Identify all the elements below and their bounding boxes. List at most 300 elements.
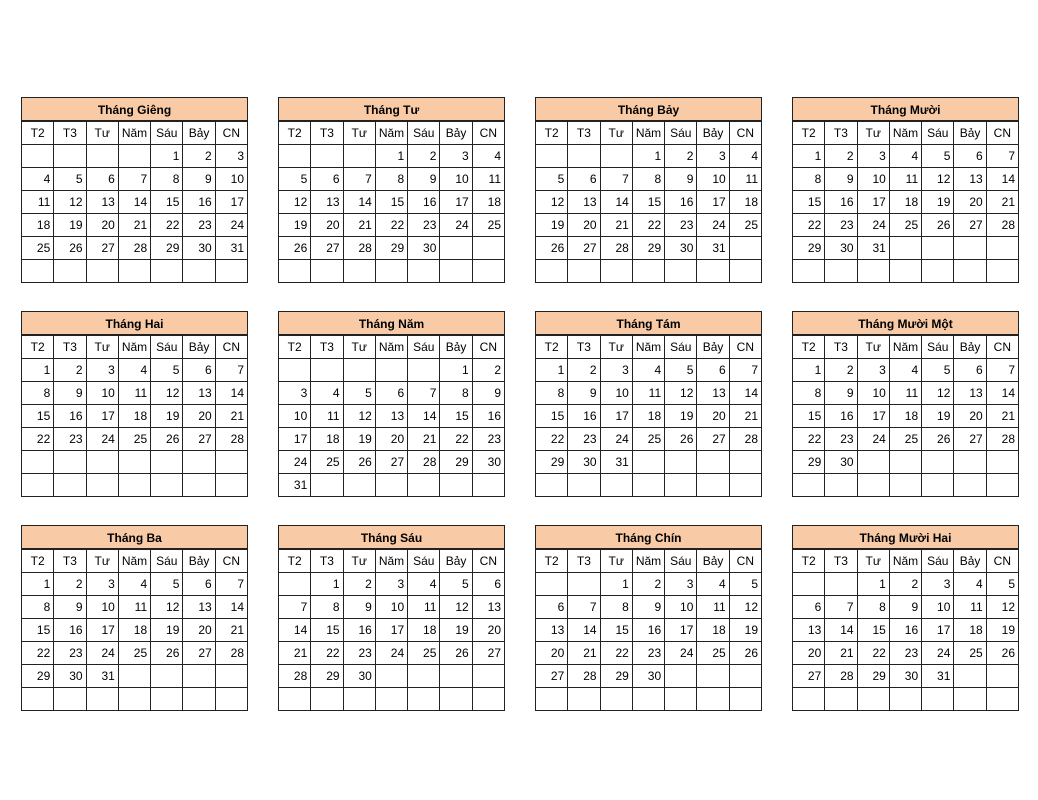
month-calendar <box>535 311 762 502</box>
month-calendar <box>21 97 248 288</box>
day-cell: 11 <box>22 191 54 214</box>
day-cell: 18 <box>472 191 504 214</box>
month-days-table <box>535 549 762 711</box>
week-row <box>793 145 1019 168</box>
day-cell: 1 <box>375 145 407 168</box>
day-cell: 23 <box>183 214 215 237</box>
week-row <box>536 405 762 428</box>
day-cell: 27 <box>311 237 343 260</box>
day-cell <box>536 474 568 497</box>
month-days-table <box>21 121 248 283</box>
weekday-header-row <box>536 550 762 573</box>
day-cell: 1 <box>440 359 472 382</box>
day-cell: 16 <box>343 619 375 642</box>
day-cell: 16 <box>825 405 857 428</box>
month-days-table <box>21 549 248 711</box>
day-cell: 6 <box>183 573 215 596</box>
day-cell: 25 <box>311 451 343 474</box>
weekday-header: T2 <box>536 336 568 359</box>
month-calendar <box>278 97 505 288</box>
day-cell: 26 <box>440 642 472 665</box>
day-cell: 1 <box>793 359 825 382</box>
day-cell: 30 <box>54 665 86 688</box>
week-row <box>279 214 505 237</box>
weekday-header: T2 <box>22 336 54 359</box>
month-calendar <box>535 525 762 716</box>
day-cell <box>632 260 664 283</box>
day-cell: 27 <box>183 642 215 665</box>
day-cell: 22 <box>857 642 889 665</box>
weekday-header: CN <box>729 336 761 359</box>
day-cell: 29 <box>375 237 407 260</box>
day-cell: 23 <box>825 428 857 451</box>
day-cell: 3 <box>279 382 311 405</box>
day-cell: 5 <box>343 382 375 405</box>
day-cell <box>472 237 504 260</box>
day-cell: 9 <box>408 168 440 191</box>
day-cell <box>825 260 857 283</box>
day-cell: 12 <box>343 405 375 428</box>
weekday-header-row <box>22 336 248 359</box>
weekday-header: Sáu <box>922 122 954 145</box>
week-row <box>22 145 248 168</box>
day-cell: 7 <box>986 145 1018 168</box>
week-row <box>536 619 762 642</box>
day-cell: 4 <box>118 573 150 596</box>
day-cell: 9 <box>343 596 375 619</box>
day-cell: 3 <box>857 359 889 382</box>
day-cell <box>889 237 921 260</box>
day-cell: 19 <box>151 405 183 428</box>
weekday-header: Bảy <box>183 336 215 359</box>
week-row <box>22 191 248 214</box>
weekday-header: CN <box>472 336 504 359</box>
weekday-header: Bảy <box>440 122 472 145</box>
weekday-header: Tư <box>343 550 375 573</box>
week-row <box>793 688 1019 711</box>
day-cell: 30 <box>632 665 664 688</box>
day-cell: 18 <box>632 405 664 428</box>
day-cell: 14 <box>343 191 375 214</box>
month-days-table <box>278 121 505 283</box>
day-cell: 1 <box>22 573 54 596</box>
day-cell <box>118 145 150 168</box>
day-cell <box>343 474 375 497</box>
weekday-header: T3 <box>568 550 600 573</box>
day-cell: 30 <box>472 451 504 474</box>
day-cell: 15 <box>375 191 407 214</box>
day-cell <box>954 260 986 283</box>
day-cell: 8 <box>632 168 664 191</box>
day-cell: 29 <box>22 665 54 688</box>
day-cell <box>889 688 921 711</box>
day-cell: 9 <box>632 596 664 619</box>
day-cell: 22 <box>632 214 664 237</box>
day-cell: 24 <box>857 214 889 237</box>
day-cell: 12 <box>151 382 183 405</box>
weekday-header: Tư <box>857 550 889 573</box>
weekday-header: T2 <box>793 122 825 145</box>
weekday-header: Tư <box>857 336 889 359</box>
weekday-header-row <box>793 336 1019 359</box>
day-cell: 12 <box>922 168 954 191</box>
day-cell <box>118 665 150 688</box>
day-cell: 6 <box>86 168 118 191</box>
day-cell <box>215 665 247 688</box>
weekday-header: Sáu <box>665 550 697 573</box>
week-row <box>793 428 1019 451</box>
day-cell: 17 <box>857 405 889 428</box>
day-cell <box>215 260 247 283</box>
day-cell: 30 <box>183 237 215 260</box>
day-cell: 3 <box>440 145 472 168</box>
week-row <box>22 474 248 497</box>
weekday-header: Năm <box>118 336 150 359</box>
month-title: Tháng Chín <box>535 525 762 549</box>
day-cell: 19 <box>922 405 954 428</box>
day-cell: 5 <box>151 359 183 382</box>
day-cell: 1 <box>600 573 632 596</box>
week-row <box>793 260 1019 283</box>
day-cell: 2 <box>183 145 215 168</box>
day-cell: 9 <box>568 382 600 405</box>
day-cell <box>86 145 118 168</box>
day-cell: 3 <box>215 145 247 168</box>
day-cell: 16 <box>825 191 857 214</box>
day-cell: 2 <box>825 359 857 382</box>
day-cell: 15 <box>793 191 825 214</box>
day-cell <box>183 451 215 474</box>
day-cell: 11 <box>118 382 150 405</box>
day-cell: 22 <box>311 642 343 665</box>
weekday-header: Tư <box>86 550 118 573</box>
day-cell: 12 <box>986 596 1018 619</box>
day-cell <box>632 451 664 474</box>
day-cell: 30 <box>889 665 921 688</box>
day-cell: 23 <box>54 428 86 451</box>
weekday-header: Năm <box>375 550 407 573</box>
weekday-header: Tư <box>86 122 118 145</box>
day-cell <box>183 665 215 688</box>
day-cell: 12 <box>151 596 183 619</box>
day-cell <box>118 474 150 497</box>
week-row <box>536 451 762 474</box>
day-cell: 3 <box>665 573 697 596</box>
day-cell: 2 <box>343 573 375 596</box>
day-cell <box>343 359 375 382</box>
month-days-table <box>535 335 762 497</box>
day-cell: 28 <box>118 237 150 260</box>
day-cell: 15 <box>22 619 54 642</box>
day-cell: 14 <box>729 382 761 405</box>
week-row <box>22 596 248 619</box>
day-cell: 1 <box>311 573 343 596</box>
weekday-header: Bảy <box>440 550 472 573</box>
day-cell: 13 <box>183 382 215 405</box>
day-cell: 15 <box>22 405 54 428</box>
weekday-header: T3 <box>825 122 857 145</box>
day-cell: 20 <box>568 214 600 237</box>
month-days-table <box>278 335 505 497</box>
week-row <box>22 573 248 596</box>
day-cell <box>729 474 761 497</box>
month-title: Tháng Mười Một <box>792 311 1019 335</box>
weekday-header: Tư <box>857 122 889 145</box>
day-cell <box>151 688 183 711</box>
day-cell <box>118 688 150 711</box>
weekday-header: Sáu <box>151 550 183 573</box>
day-cell: 16 <box>472 405 504 428</box>
day-cell <box>922 260 954 283</box>
day-cell <box>311 260 343 283</box>
day-cell: 26 <box>922 214 954 237</box>
day-cell: 11 <box>408 596 440 619</box>
day-cell <box>408 474 440 497</box>
weekday-header: Năm <box>632 122 664 145</box>
day-cell: 26 <box>729 642 761 665</box>
weekday-header: Sáu <box>922 550 954 573</box>
day-cell: 27 <box>568 237 600 260</box>
week-row <box>22 451 248 474</box>
day-cell: 21 <box>600 214 632 237</box>
month-title: Tháng Sáu <box>278 525 505 549</box>
day-cell: 9 <box>54 382 86 405</box>
day-cell: 21 <box>729 405 761 428</box>
day-cell: 13 <box>472 596 504 619</box>
day-cell: 22 <box>440 428 472 451</box>
week-row <box>793 596 1019 619</box>
week-row <box>536 359 762 382</box>
day-cell: 27 <box>793 665 825 688</box>
day-cell: 8 <box>22 596 54 619</box>
day-cell: 31 <box>857 237 889 260</box>
day-cell: 2 <box>665 145 697 168</box>
weekday-header-row <box>536 336 762 359</box>
day-cell <box>86 451 118 474</box>
day-cell: 11 <box>889 168 921 191</box>
day-cell: 6 <box>954 359 986 382</box>
weekday-header: Bảy <box>697 336 729 359</box>
day-cell: 4 <box>408 573 440 596</box>
day-cell: 1 <box>793 145 825 168</box>
day-cell <box>857 688 889 711</box>
day-cell: 21 <box>118 214 150 237</box>
day-cell: 24 <box>440 214 472 237</box>
day-cell: 10 <box>375 596 407 619</box>
day-cell: 31 <box>922 665 954 688</box>
day-cell <box>954 237 986 260</box>
day-cell: 20 <box>311 214 343 237</box>
weekday-header: T2 <box>793 336 825 359</box>
day-cell <box>86 688 118 711</box>
weekday-header: T2 <box>536 122 568 145</box>
day-cell: 8 <box>151 168 183 191</box>
day-cell <box>440 260 472 283</box>
weekday-header: Bảy <box>697 550 729 573</box>
month-calendar <box>21 525 248 716</box>
day-cell: 7 <box>279 596 311 619</box>
day-cell: 15 <box>600 619 632 642</box>
day-cell: 18 <box>889 191 921 214</box>
day-cell <box>536 145 568 168</box>
day-cell <box>472 688 504 711</box>
day-cell: 20 <box>183 619 215 642</box>
weekday-header: Bảy <box>440 336 472 359</box>
weekday-header: CN <box>986 550 1018 573</box>
day-cell <box>600 145 632 168</box>
weekday-header: Năm <box>375 336 407 359</box>
month-days-table <box>792 335 1019 497</box>
day-cell: 19 <box>729 619 761 642</box>
weekday-header: Sáu <box>151 336 183 359</box>
weekday-header-row <box>793 550 1019 573</box>
day-cell: 20 <box>954 405 986 428</box>
day-cell: 29 <box>440 451 472 474</box>
day-cell <box>793 474 825 497</box>
day-cell <box>279 145 311 168</box>
weekday-header: T3 <box>825 550 857 573</box>
day-cell: 11 <box>311 405 343 428</box>
day-cell: 19 <box>536 214 568 237</box>
weekday-header-row <box>279 336 505 359</box>
day-cell: 7 <box>215 573 247 596</box>
day-cell: 17 <box>86 405 118 428</box>
day-cell: 5 <box>151 573 183 596</box>
day-cell: 27 <box>954 214 986 237</box>
day-cell: 24 <box>857 428 889 451</box>
week-row <box>22 428 248 451</box>
day-cell <box>408 359 440 382</box>
day-cell: 8 <box>440 382 472 405</box>
week-row <box>279 237 505 260</box>
day-cell: 4 <box>889 145 921 168</box>
day-cell <box>697 665 729 688</box>
day-cell: 24 <box>215 214 247 237</box>
week-row <box>279 573 505 596</box>
day-cell: 7 <box>215 359 247 382</box>
month-title: Tháng Ba <box>21 525 248 549</box>
day-cell: 1 <box>536 359 568 382</box>
day-cell: 6 <box>954 145 986 168</box>
day-cell: 16 <box>183 191 215 214</box>
weekday-header: T2 <box>793 550 825 573</box>
day-cell <box>954 688 986 711</box>
day-cell: 20 <box>183 405 215 428</box>
day-cell: 24 <box>922 642 954 665</box>
day-cell: 20 <box>697 405 729 428</box>
day-cell: 29 <box>857 665 889 688</box>
day-cell: 7 <box>118 168 150 191</box>
day-cell: 3 <box>857 145 889 168</box>
day-cell: 14 <box>825 619 857 642</box>
day-cell: 31 <box>600 451 632 474</box>
day-cell: 30 <box>408 237 440 260</box>
week-row <box>793 405 1019 428</box>
day-cell <box>632 474 664 497</box>
week-row <box>536 237 762 260</box>
day-cell: 11 <box>118 596 150 619</box>
week-row <box>793 214 1019 237</box>
month-title: Tháng Tư <box>278 97 505 121</box>
day-cell: 10 <box>86 596 118 619</box>
day-cell <box>86 474 118 497</box>
day-cell <box>183 688 215 711</box>
day-cell <box>986 260 1018 283</box>
month-title: Tháng Tám <box>535 311 762 335</box>
day-cell <box>857 451 889 474</box>
weekday-header: T2 <box>536 550 568 573</box>
day-cell: 10 <box>215 168 247 191</box>
day-cell <box>151 665 183 688</box>
weekday-header-row <box>536 122 762 145</box>
month-calendar <box>792 97 1019 288</box>
day-cell: 13 <box>568 191 600 214</box>
day-cell: 4 <box>632 359 664 382</box>
weekday-header: Sáu <box>408 122 440 145</box>
weekday-header: Tư <box>343 122 375 145</box>
day-cell: 23 <box>408 214 440 237</box>
day-cell: 25 <box>889 428 921 451</box>
day-cell <box>311 474 343 497</box>
day-cell: 26 <box>986 642 1018 665</box>
day-cell: 13 <box>697 382 729 405</box>
day-cell: 22 <box>151 214 183 237</box>
day-cell: 21 <box>215 619 247 642</box>
day-cell: 5 <box>922 145 954 168</box>
day-cell <box>697 688 729 711</box>
day-cell <box>151 474 183 497</box>
day-cell: 31 <box>697 237 729 260</box>
day-cell: 28 <box>408 451 440 474</box>
weekday-header: T2 <box>22 550 54 573</box>
week-row <box>536 642 762 665</box>
week-row <box>279 382 505 405</box>
weekday-header: Năm <box>889 550 921 573</box>
weekday-header: T3 <box>311 336 343 359</box>
day-cell: 29 <box>311 665 343 688</box>
day-cell <box>665 474 697 497</box>
weekday-header: T2 <box>279 550 311 573</box>
weekday-header: Bảy <box>954 550 986 573</box>
day-cell: 6 <box>536 596 568 619</box>
day-cell <box>22 451 54 474</box>
day-cell: 13 <box>311 191 343 214</box>
day-cell: 3 <box>375 573 407 596</box>
day-cell: 17 <box>215 191 247 214</box>
day-cell: 9 <box>825 382 857 405</box>
day-cell: 13 <box>183 596 215 619</box>
weekday-header: CN <box>215 550 247 573</box>
week-row <box>793 382 1019 405</box>
day-cell: 29 <box>793 451 825 474</box>
day-cell: 20 <box>954 191 986 214</box>
day-cell: 15 <box>793 405 825 428</box>
day-cell: 17 <box>86 619 118 642</box>
day-cell: 17 <box>922 619 954 642</box>
day-cell <box>472 665 504 688</box>
day-cell: 14 <box>279 619 311 642</box>
day-cell: 18 <box>889 405 921 428</box>
day-cell: 19 <box>279 214 311 237</box>
day-cell: 2 <box>54 359 86 382</box>
weekday-header: Tư <box>600 550 632 573</box>
day-cell: 3 <box>600 359 632 382</box>
weekday-header: T3 <box>54 336 86 359</box>
day-cell: 21 <box>408 428 440 451</box>
day-cell: 21 <box>215 405 247 428</box>
day-cell: 17 <box>857 191 889 214</box>
weekday-header: T3 <box>311 122 343 145</box>
